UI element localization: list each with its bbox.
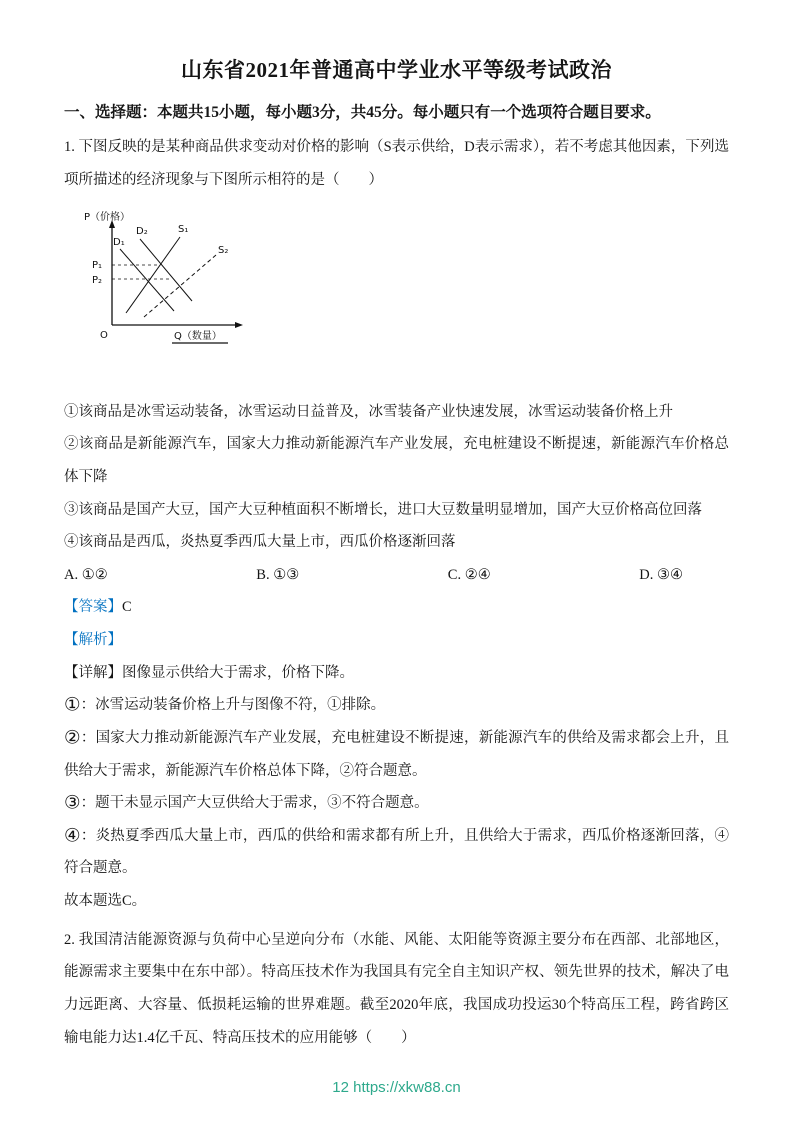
q2-stem: 2. 我国清洁能源资源与负荷中心呈逆向分布（水能、风能、太阳能等资源主要分布在西部、北部地区，能源需求主要集中在东中部）。特高压技术作为我国具有完全自主知识产权、领先世界的技术，解决了电力远距离、大容量、低损耗运输的世界难题。截至2020年底，我国成功投运30个特高压工程，跨省跨区输电能力达1.4亿千瓦、特高压技术的应用能够（ ）	[64, 931, 729, 1046]
footer-url: https://xkw88.cn	[353, 1079, 461, 1096]
q1-choices	[64, 559, 729, 592]
option-2: ②该商品是新能源汽车，国家大力推动新能源汽车产业发展，充电桩建设不断提速，新能源汽车价格总体下降	[64, 436, 729, 485]
detail-label: 【详解】	[64, 664, 122, 681]
detail-4-text: ：炎热夏季西瓜大量上市，西瓜的供给和需求都有所上升，且供给大于需求，西瓜价格逐渐回落，④符合题意。	[64, 827, 729, 877]
supply-demand-svg	[78, 207, 288, 349]
detail-item-1	[64, 689, 729, 722]
supply-curve-1	[126, 237, 180, 313]
demand1-label: D₁	[113, 236, 125, 248]
footer-link[interactable]	[353, 1079, 461, 1096]
detail-item-2	[64, 722, 729, 787]
detail-2-text: ：国家大力推动新能源汽车产业发展，充电桩建设不断提速，新能源汽车的供给及需求都会上升，且供给大于需求，新能源汽车价格总体下降，②符合题意。	[64, 729, 729, 779]
detail-3-num: ③	[64, 793, 81, 814]
detail-item-4	[64, 820, 729, 885]
q1-stem: 1. 下图反映的是某种商品供求变动对价格的影响（S表示供给，D表示需求），若不考虑其他因素，下列选项所描述的经济现象与下图所示相符的是（ ）	[64, 139, 729, 189]
choice-a: A. ①②	[64, 566, 108, 583]
answer-value: C	[122, 599, 132, 616]
origin-label: O	[100, 329, 108, 341]
option-3: ③该商品是国产大豆，国产大豆种植面积不断增长，进口大豆数量明显增加，国产大豆价格高位回落	[64, 501, 702, 518]
q1-options	[64, 396, 729, 559]
quantity-axis-label: Q（数量）	[174, 330, 222, 342]
doc-title: 山东省2021年普通高中学业水平等级考试政治	[181, 58, 612, 82]
detail-2-num: ②	[64, 728, 81, 749]
x-axis-arrow-icon	[235, 322, 243, 328]
option-4: ④该商品是西瓜，炎热夏季西瓜大量上市，西瓜价格逐渐回落	[64, 534, 456, 551]
supply-demand-diagram	[78, 207, 288, 354]
analysis-line	[64, 624, 729, 657]
choice-d: D. ③④	[639, 566, 683, 583]
conclusion-line: 故本题选C。	[64, 893, 147, 910]
page-number: 12	[332, 1079, 349, 1096]
detail-1-text: ：冰雪运动装备价格上升与图像不符，①排除。	[80, 697, 386, 714]
price-axis-label: P（价格）	[84, 211, 131, 223]
option-1: ①该商品是冰雪运动装备，冰雪运动日益普及，冰雪装备产业快速发展，冰雪运动装备价格上升	[64, 403, 673, 420]
demand-curve-2	[140, 239, 192, 301]
analysis-label: 【解析】	[64, 632, 122, 649]
detail-item-3	[64, 787, 729, 820]
detail-intro-line	[64, 657, 729, 690]
choice-b: B. ①③	[256, 566, 300, 583]
detail-intro-text: 图像显示供给大于需求，价格下降。	[122, 664, 354, 681]
section-header: 一、选择题：本题共15小题，每小题3分，共45分。每小题只有一个选项符合题目要求。	[64, 104, 661, 121]
demand2-label: D₂	[136, 225, 148, 237]
price2-label: P₂	[92, 274, 103, 286]
page-footer	[0, 1079, 793, 1096]
answer-line	[64, 591, 729, 624]
supply2-label: S₂	[218, 244, 229, 256]
detail-3-text: ：题干未显示国产大豆供给大于需求，③不符合题意。	[80, 795, 429, 812]
choice-c: C. ②④	[447, 566, 491, 583]
supply1-label: S₁	[178, 223, 189, 235]
demand-curve-1	[120, 249, 174, 311]
price1-label: P₁	[92, 259, 103, 271]
detail-4-num: ④	[64, 826, 81, 847]
answer-label: 【答案】	[64, 599, 122, 616]
detail-1-num: ①	[64, 695, 81, 716]
